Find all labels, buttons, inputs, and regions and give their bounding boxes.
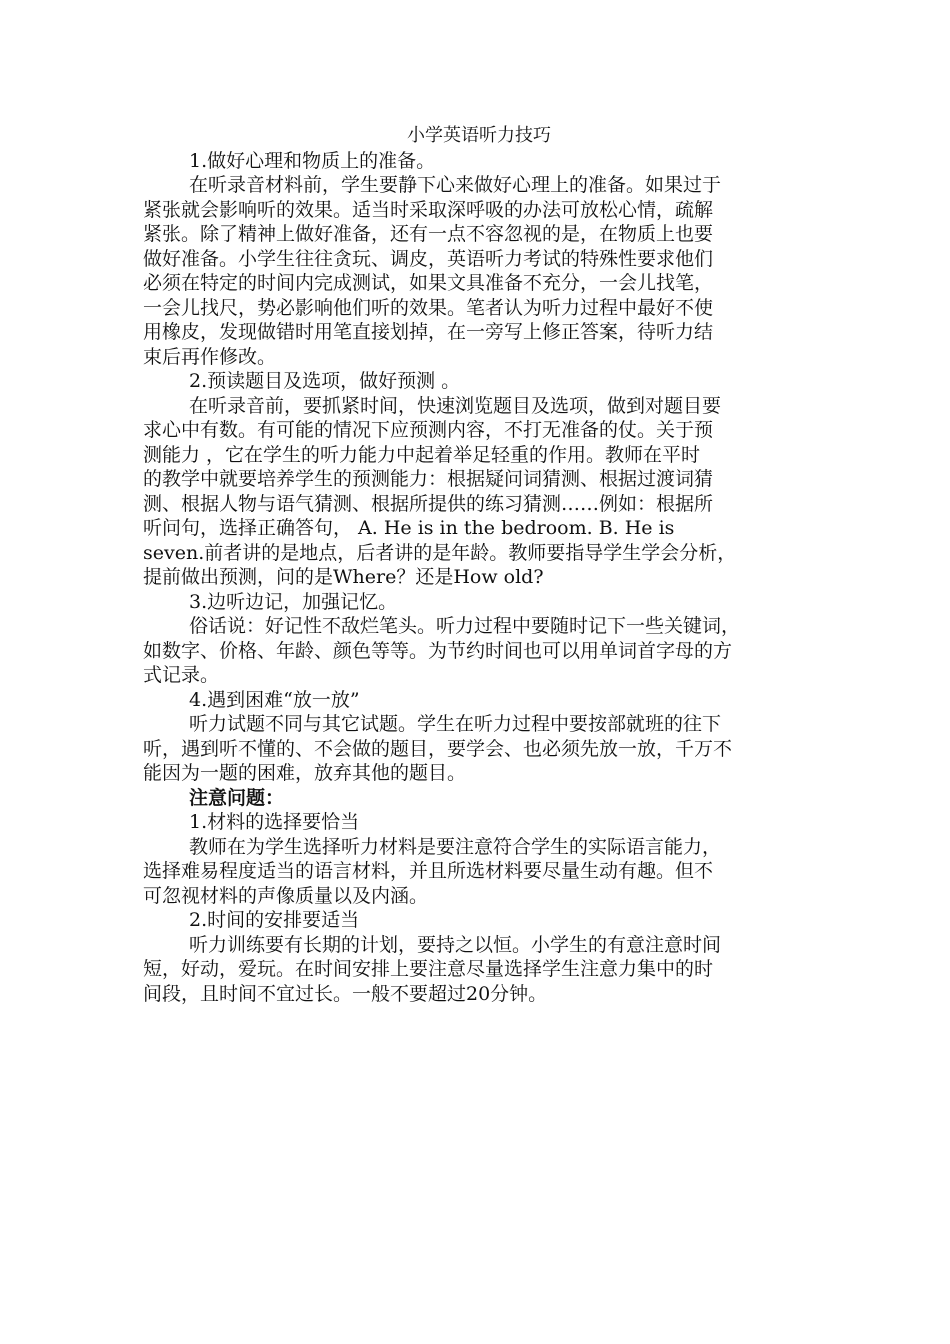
text-line: 做好准备。小学生往往贪玩、调皮，英语听力考试的特殊性要求他们 (143, 247, 714, 270)
text-line: 的教学中就要培养学生的预测能力：根据疑问词猜测、根据过渡词猜 (143, 468, 714, 490)
section-heading (143, 590, 815, 615)
text-line: 测、根据人物与语气猜测、根据所提供的练习猜测……例如：根据所 (143, 492, 714, 515)
section-heading (143, 688, 815, 713)
text-line: 选择难易程度适当的语言材料，并且所选材料要尽量生动有趣。但不 (143, 860, 714, 882)
text-line: 教师在为学生选择听力材料是要注意符合学生的实际语言能力， (189, 835, 722, 858)
text-line: 在听录音材料前，学生要静下心来做好心理上的准备。如果过于 (189, 174, 722, 196)
paragraph (143, 933, 815, 1007)
text-line: 听，遇到听不懂的、不会做的题目，要学会、也必须先放一放，千万不 (143, 737, 733, 760)
text-line: 听问句，选择正确答句， A. He is in the bedroom. B. He is (143, 517, 675, 539)
text-line: 听力试题不同与其它试题。学生在听力过程中要按部就班的往下 (189, 713, 722, 735)
text-line: 可忽视材料的声像质量以及内涵。 (143, 884, 429, 907)
text-line: 2.时间的安排要适当 (189, 909, 360, 931)
text-line: 式记录。 (143, 664, 220, 686)
text-line: 注意问题： (189, 786, 285, 809)
paragraph (143, 835, 815, 909)
text-line: 3.边听边记，加强记忆。 (189, 590, 398, 613)
section-heading (143, 369, 815, 394)
document-title: 小学英语听力技巧 (407, 125, 551, 146)
paragraph (143, 614, 815, 688)
text-line: 测能力 ，它在学生的听力能力中起着举足轻重的作用。教师在平时 (143, 443, 701, 466)
section-heading (143, 786, 815, 811)
text-line: 在听录音前，要抓紧时间，快速浏览题目及选项，做到对题目要 (189, 394, 722, 417)
paragraph (143, 173, 815, 369)
text-line: 紧张。除了精神上做好准备，还有一点不容忽视的是，在物质上也要 (143, 223, 714, 245)
text-line: 求心中有数。有可能的情况下应预测内容，不打无准备的仗。关于预 (143, 419, 714, 441)
text-line: 用橡皮，发现做错时用笔直接划掉，在一旁写上修正答案，待听力结 (143, 321, 714, 343)
text-line: 听力训练要有长期的计划，要持之以恒。小学生的有意注意时间 (189, 933, 722, 956)
text-line: 一会儿找尺，势必影响他们听的效果。笔者认为听力过程中最好不使 (143, 296, 714, 319)
paragraph (143, 394, 815, 590)
section-heading (143, 810, 815, 835)
text-line: 提前做出预测，问的是Where？还是How old? (143, 566, 544, 588)
text-line: 1.材料的选择要恰当 (189, 811, 360, 833)
text-line: 短，好动，爱玩。在时间安排上要注意尽量选择学生注意力集中的时 (143, 958, 714, 980)
text-line: 俗话说：好记性不敌烂笔头。听力过程中要随时记下一些关键词， (189, 615, 741, 637)
text-line: 必须在特定的时间内完成测试，如果文具准备不充分，一会儿找笔， (143, 272, 714, 294)
text-line: 1.做好心理和物质上的准备。 (189, 149, 436, 172)
text-line: 4.遇到困难“放一放” (189, 688, 360, 711)
document-body (143, 124, 815, 1006)
text-line: 如数字、价格、年龄、颜色等等。为节约时间也可以用单词首字母的方 (143, 639, 733, 662)
section-heading (143, 908, 815, 933)
section-heading (143, 149, 815, 174)
text-line: seven.前者讲的是地点，后者讲的是年龄。教师要指导学生学会分析， (143, 541, 737, 564)
text-line: 紧张就会影响听的效果。适当时采取深呼吸的办法可放松心情，疏解 (143, 198, 714, 221)
text-line: 间段，且时间不宜过长。一般不要超过20分钟。 (143, 982, 548, 1005)
text-line: 束后再作修改。 (143, 345, 277, 368)
text-line: 能因为一题的困难，放弃其他的题目。 (143, 762, 467, 784)
text-line: 2.预读题目及选项，做好预测 。 (189, 370, 461, 392)
paragraph (143, 712, 815, 786)
